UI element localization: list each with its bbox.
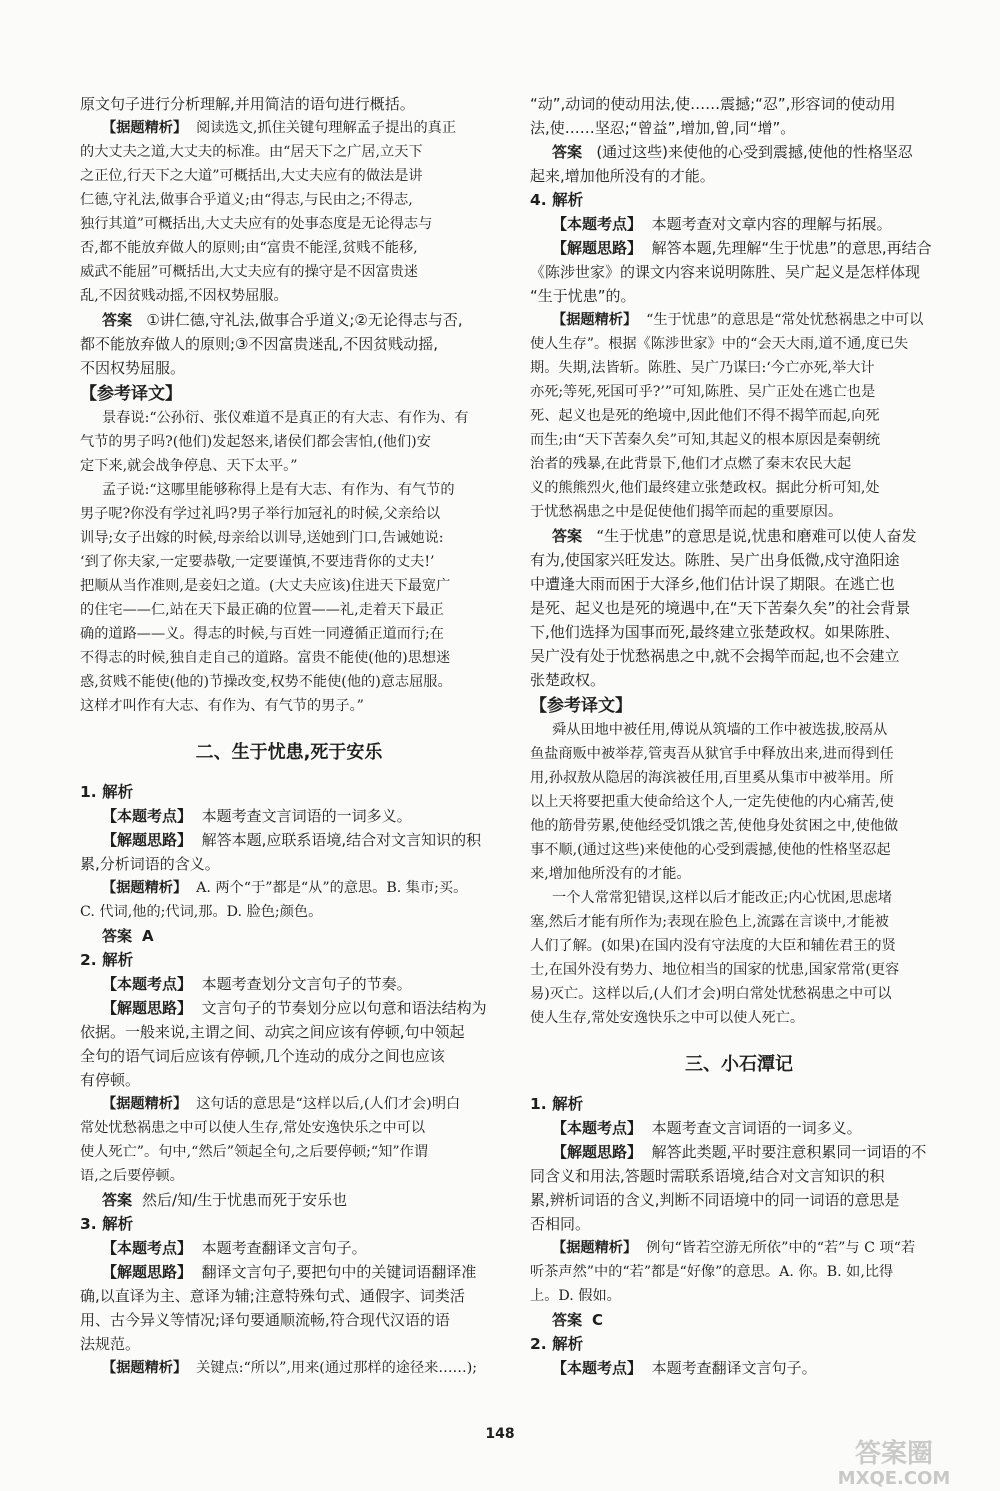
text-line: 【本题考点】 本题考查对文章内容的理解与拓展。 [552, 215, 892, 233]
text-line: 【本题考点】 本题考查文言词语的一词多义。 [102, 807, 412, 825]
question-number: 3. 解析 [80, 1215, 134, 1233]
text-line: 事不顺,(通过这些)来使他的心受到震撼,使他的性格坚忍起 [530, 842, 891, 858]
text-line: 定下来,就会战争停息、天下太平。” [80, 458, 298, 474]
right-column [530, 92, 948, 1380]
text-line: 仁德,守礼法,做事合乎道义;由“得志,与民由之;不得志, [80, 192, 413, 208]
text-line: 这样才叫作有大志、有作为、有气节的男子。” [80, 698, 364, 714]
text-line: 否,都不能放弃做人的原则;由“富贵不能淫,贫贱不能移, [80, 240, 418, 256]
text-line: 累,分析词语的含义。 [80, 855, 220, 873]
text-line: 听茶声然”中的“若”都是“好像”的意思。A. 你。B. 如,比得 [530, 1264, 894, 1280]
question-number: 1. 解析 [530, 1095, 584, 1113]
text-line: 不得志的时候,独自走自己的道路。富贵不能使(他的)思想迷 [80, 650, 451, 666]
reference-translation-title: 【参考译文】 [80, 384, 182, 404]
text-line: 有为,使国家兴旺发达。陈胜、吴广出身低微,戍守渔阳途 [530, 551, 900, 569]
left-column [80, 92, 498, 1380]
text-line: C. 代词,他的;代词,那。D. 脸色;颜色。 [80, 904, 323, 920]
text-line: 确,以直译为主、意译为辅;注意特殊句式、通假字、词类活 [80, 1287, 465, 1305]
text-line: 使人死亡”。句中,“然后”领起全句,之后要停顿;“知”作谓 [80, 1144, 429, 1160]
text-line: 使人生存,常处安逸快乐之中可以使人死亡。 [530, 1010, 805, 1026]
text-line: 【本题考点】 本题考查文言词语的一词多义。 [552, 1119, 862, 1137]
reference-translation-title: 【参考译文】 [530, 696, 632, 716]
question-block [530, 1092, 948, 1332]
question-number: 2. 解析 [80, 951, 134, 969]
text-line: ‘到了你夫家,一定要恭敬,一定要谨慎,不要违背你的丈夫!’ [80, 554, 435, 570]
question-number: 4. 解析 [530, 191, 584, 209]
text-line: 起来,增加他所没有的才能。 [530, 167, 715, 185]
text-line: 确的道路——义。得志的时候,与百姓一同遵循正道而行;在 [80, 626, 444, 642]
text-line: 都不能放弃做人的原则;③不因富贵迷乱,不因贫贱动摇, [80, 335, 439, 353]
text-line: 常处忧愁祸患之中可以使人生存,常处安逸快乐之中可以 [80, 1120, 426, 1136]
text-line: 【据题精析】 阅读选文,抓住关键句理解孟子提出的真正 [102, 120, 457, 136]
text-line: 【解题思路】 翻译文言句子,要把句中的关键词语翻译准 [102, 1263, 477, 1281]
text-line: 独行其道”可概括出,大丈夫应有的处事态度是无论得志与 [80, 216, 433, 232]
question-number: 2. 解析 [530, 1335, 584, 1353]
text-line: 依据。一般来说,主谓之间、动宾之间应该有停顿,句中领起 [80, 1023, 465, 1041]
translation-paragraph [80, 406, 498, 478]
answer-block [80, 308, 498, 380]
text-line: 【据题精析】 这句话的意思是“这样以后,(人们才会)明白 [102, 1096, 461, 1112]
text-line: 法,使……坚忍;“曾益”,增加,曾,同“增”。 [530, 119, 796, 137]
text-line: 吴广没有处于忧愁祸患之中,就不会揭竿而起,也不会建立 [530, 647, 900, 665]
text-line: 累,辨析词语的含义,判断不同语境中的同一词语的意思是 [530, 1191, 900, 1209]
text-line: 用、古今异义等情况;译句要通顺流畅,符合现代汉语的语 [80, 1311, 450, 1329]
text-line: 来,增加他所没有的才能。 [530, 866, 691, 882]
text-line: 一个人常常犯错误,这样以后才能改正;内心忧困,思虑堵 [552, 890, 893, 906]
question-block [80, 948, 498, 1212]
text-line: 是死、起义也是死的境遇中,在“天下苦秦久矣”的社会背景 [530, 599, 911, 617]
answer-line: 答案 C [552, 1311, 604, 1329]
text-line: 易)灭亡。这样以后,(人们才会)明白常处忧愁祸患之中可以 [530, 986, 892, 1002]
text-line: 有停顿。 [80, 1071, 141, 1089]
label-tag: 【据题精析】 [102, 120, 188, 136]
text-line: 否相同。 [530, 1215, 591, 1233]
text-line: 气节的男子吗?(他们)发起怒来,诸侯们都会害怕,(他们)安 [80, 434, 431, 450]
text-line: 法规范。 [80, 1335, 141, 1353]
text-line: 而生;由“天下苦秦久矣”可知,其起义的根本原因是秦朝统 [530, 432, 881, 448]
text-line: 《陈涉世家》的课文内容来说明陈胜、吴广起义是怎样体现 [530, 263, 921, 281]
text-line: 【据题精析】 “生于忧患”的意思是“常处忧愁祸患之中可以 [552, 312, 924, 328]
text-line: 【本题考点】 本题考查翻译文言句子。 [102, 1239, 367, 1257]
text-line: 义的熊熊烈火,他们最终建立张楚政权。据此分析可知,处 [530, 480, 880, 496]
text-line: 期。失期,法皆斩。陈胜、吴广乃谋曰:‘今亡亦死,举大计 [530, 360, 875, 376]
text-line: 【解题思路】 文言句子的节奏划分应以句意和语法结构为 [102, 999, 487, 1017]
text-line: 男子呢?你没有学过礼吗?男子举行加冠礼的时候,父亲给以 [80, 506, 441, 522]
watermark-url: MXQE.COM [837, 1468, 951, 1488]
text-line: 的大丈夫之道,大丈夫的标准。由“居天下之广居,立天下 [80, 144, 423, 160]
translation-paragraph [80, 478, 498, 718]
text-line: “生于忧患”的。 [530, 287, 636, 305]
text-line: 乱,不因贫贱动摇,不因权势屈服。 [80, 288, 288, 304]
text-line: 语,之后要停顿。 [80, 1168, 184, 1184]
answer-line: 答案 “生于忧患”的意思是说,忧患和磨难可以使人奋发 [552, 527, 917, 545]
text-line: 用,孙叔敖从隐居的海滨被任用,百里奚从集市中被举用。所 [530, 770, 894, 786]
text-line: 【解题思路】 解答此类题,平时要注意积累同一词语的不 [552, 1143, 927, 1161]
text-line: “动”,动词的使动用法,使……震撼;“忍”,形容词的使动用 [530, 95, 896, 113]
section-heading: 三、小石潭记 [685, 1054, 793, 1075]
text-line: 【本题考点】 本题考查划分文言句子的节奏。 [102, 975, 412, 993]
page-number: 148 [485, 1426, 515, 1442]
text-line: 【据题精析】 例句“皆若空游无所依”中的“若”与 C 项“若 [552, 1240, 916, 1256]
text-line: 把顺从当作准则,是妾妇之道。(大丈夫应该)住进天下最宽广 [80, 578, 451, 594]
text-line: 人们了解。(如果)在国内没有守法度的大臣和辅佐君王的贤 [530, 938, 896, 954]
text-line: 威武不能屈”可概括出,大丈夫应有的操守是不因富贵迷 [80, 264, 419, 280]
text-line: 原文句子进行分析理解,并用简洁的语句进行概括。 [80, 95, 415, 113]
text-line: 鱼盐商贩中被举荐,管夷吾从狱官手中释放出来,进而得到任 [530, 746, 894, 762]
text-line: 张楚政权。 [530, 671, 606, 689]
text-line: 上。D. 假如。 [530, 1288, 621, 1304]
text-line: 惑,贫贱不能使(他的)节操改变,权势不能使(他的)意志屈服。 [80, 674, 452, 690]
section-heading: 二、生于忧患,死于安乐 [195, 742, 383, 763]
text-line: 以上天将要把重大使命给这个人,一定先使他的内心痛苦,使 [530, 794, 894, 810]
text-line: 不因权势屈服。 [80, 359, 186, 377]
question-block [80, 1212, 498, 1380]
text-line: 舜从田地中被任用,傅说从筑墙的工作中被选拔,胶鬲从 [552, 722, 888, 738]
text-line: 中遭逢大雨而困于大泽乡,他们估计误了期限。在逃亡也 [530, 575, 895, 593]
text-line: 塞,然后才能有所作为;表现在脸色上,流露在言谈中,才能被 [530, 914, 889, 930]
text-line: 【解题思路】 解答本题,应联系语境,结合对文言知识的积 [102, 831, 482, 849]
text-line: 【据题精析】 关键点:“所以”,用来(通过那样的途径来……); [102, 1360, 478, 1376]
answer-line: 答案 然后/知/生于忧患而死于安乐也 [102, 1191, 348, 1209]
watermark-text: 答案圈 [854, 1439, 934, 1469]
text-line: 景春说:“公孙衍、张仪难道不是真正的有大志、有作为、有 [102, 410, 469, 426]
text-line: 全句的语气词后应该有停顿,几个连动的成分之间也应该 [80, 1047, 445, 1065]
answer-label: 答案 [102, 311, 133, 329]
question-number: 1. 解析 [80, 783, 134, 801]
analysis-block [80, 116, 498, 308]
text-line: 士,在国外没有势力、地位相当的国家的忧患,国家常常(更容 [530, 962, 900, 978]
text-line: 【据题精析】 A. 两个“于”都是“从”的意思。B. 集市;买。 [102, 880, 468, 896]
text-line: 下,他们选择为国事而死,最终建立张楚政权。如果陈胜、 [530, 623, 900, 641]
text-line: 亦死;等死,死国可乎?’”可知,陈胜、吴广正处在逃亡也是 [530, 384, 876, 400]
question-block [530, 1332, 948, 1380]
text-line: 治者的残暴,在此背景下,他们才点燃了秦末农民大起 [530, 456, 852, 472]
text-line: 【本题考点】 本题考查翻译文言句子。 [552, 1359, 817, 1377]
translation-paragraph [530, 718, 948, 886]
text-line: 使人生存”。根据《陈涉世家》中的“会天大雨,道不通,度已失 [530, 336, 909, 352]
text-line: 答案 ①讲仁德,守礼法,做事合乎道义;②无论得志与否, [102, 311, 463, 329]
text-line: 孟子说:“这哪里能够称得上是有大志、有作为、有气节的 [102, 482, 455, 498]
text-line: 同含义和用法,答题时需联系语境,结合对文言知识的积 [530, 1167, 885, 1185]
text-line: 于忧愁祸患之中是促使他们揭竿而起的重要原因。 [530, 504, 843, 520]
text-line: 【解题思路】 解答本题,先理解“生于忧患”的意思,再结合 [552, 239, 932, 257]
text-line: 他的筋骨劳累,使他经受饥饿之苦,使他身处贫困之中,使他做 [530, 818, 899, 834]
watermark-logo [794, 1436, 994, 1488]
translation-paragraph [530, 886, 948, 1030]
text-line: 的住宅——仁,站在天下最正确的位置——礼,走着天下最正 [80, 602, 444, 618]
answer-line: 答案 (通过这些)来使他的心受到震撼,使他的性格坚忍 [552, 143, 913, 161]
question-block [530, 188, 948, 692]
text-line: 训导;女子出嫁的时候,母亲给以训导,送她到门口,告诫她说: [80, 530, 444, 546]
text-line: 之正位,行天下之大道”可概括出,大丈夫应有的做法是讲 [80, 168, 423, 184]
text-line: 死、起义也是死的绝境中,因此他们不得不揭竿而起,向死 [530, 408, 880, 424]
question-block [80, 780, 498, 948]
answer-line: 答案 A [102, 927, 154, 945]
